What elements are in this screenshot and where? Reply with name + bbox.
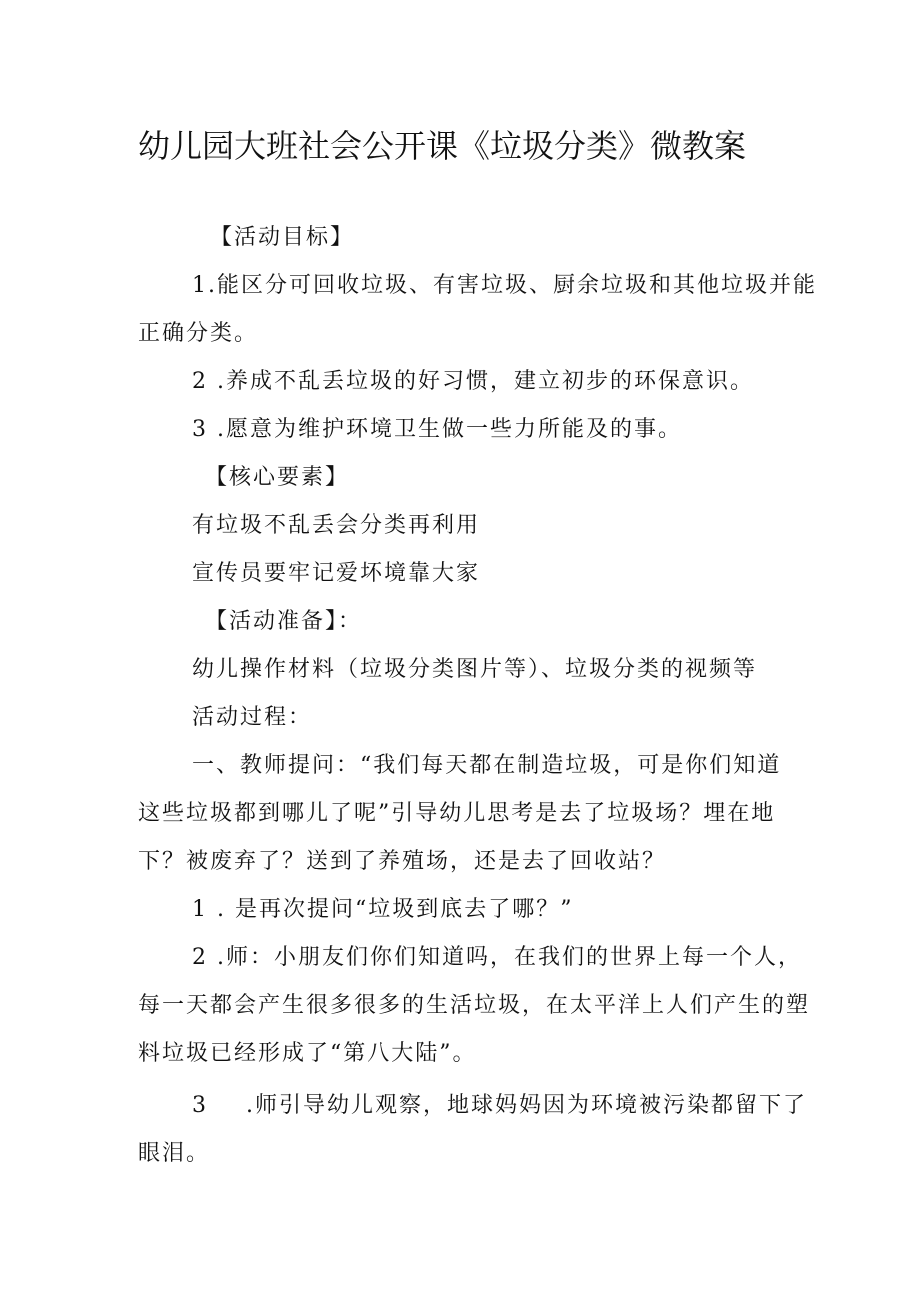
process-heading: 活动过程： [192,705,313,730]
sub-step-2-line-2: 每一天都会产生很多很多的生活垃圾，在太平洋上人们产生的塑 [138,993,811,1018]
core-line-2: 宣传员要牢记爱坏境靠大家 [192,561,481,586]
document-title: 幼儿园大班社会公开课《垃圾分类》微教案 [138,127,747,165]
sub-step-3-line-1: .师引导幼儿观察，地球妈妈因为环境被污染都留下了 [246,1093,807,1118]
sub-step-3-number: 3 [192,1093,208,1118]
goals-heading: 【活动目标】 [210,225,355,250]
goal-1-line-2: 正确分类。 [138,321,259,346]
core-heading: 【核心要素】 [205,465,350,490]
goal-1-line-1: 1.能区分可回收垃圾、有害垃圾、厨余垃圾和其他垃圾并能 [192,273,817,298]
prep-text: 幼儿操作材料（垃圾分类图片等）、垃圾分类的视频等 [192,657,758,682]
step-1-line-3: 下？被废弃了？送到了养殖场，还是去了回收站？ [138,849,667,874]
sub-step-3-line-2: 眼泪。 [138,1141,211,1166]
prep-heading: 【活动准备】： [205,609,363,634]
core-line-1: 有垃圾不乱丢会分类再利用 [192,513,481,538]
step-1-line-2: 这些垃圾都到哪儿了呢”引导幼儿思考是去了垃圾场？埋在地 [138,801,776,826]
sub-step-2-line-3: 料垃圾已经形成了“第八大陆”。 [138,1041,477,1066]
sub-step-1: 1 . 是再次提问“垃圾到底去了哪？” [192,897,574,922]
step-1-line-1: 一、教师提问：“我们每天都在制造垃圾，可是你们知道 [192,753,782,778]
goal-2: 2 .养成不乱丢垃圾的好习惯，建立初步的环保意识。 [192,369,754,394]
goal-3: 3 .愿意为维护环境卫生做一些力所能及的事。 [192,417,682,442]
sub-step-2-line-1: 2 .师：小朋友们你们知道吗，在我们的世界上每一个人， [192,945,802,970]
